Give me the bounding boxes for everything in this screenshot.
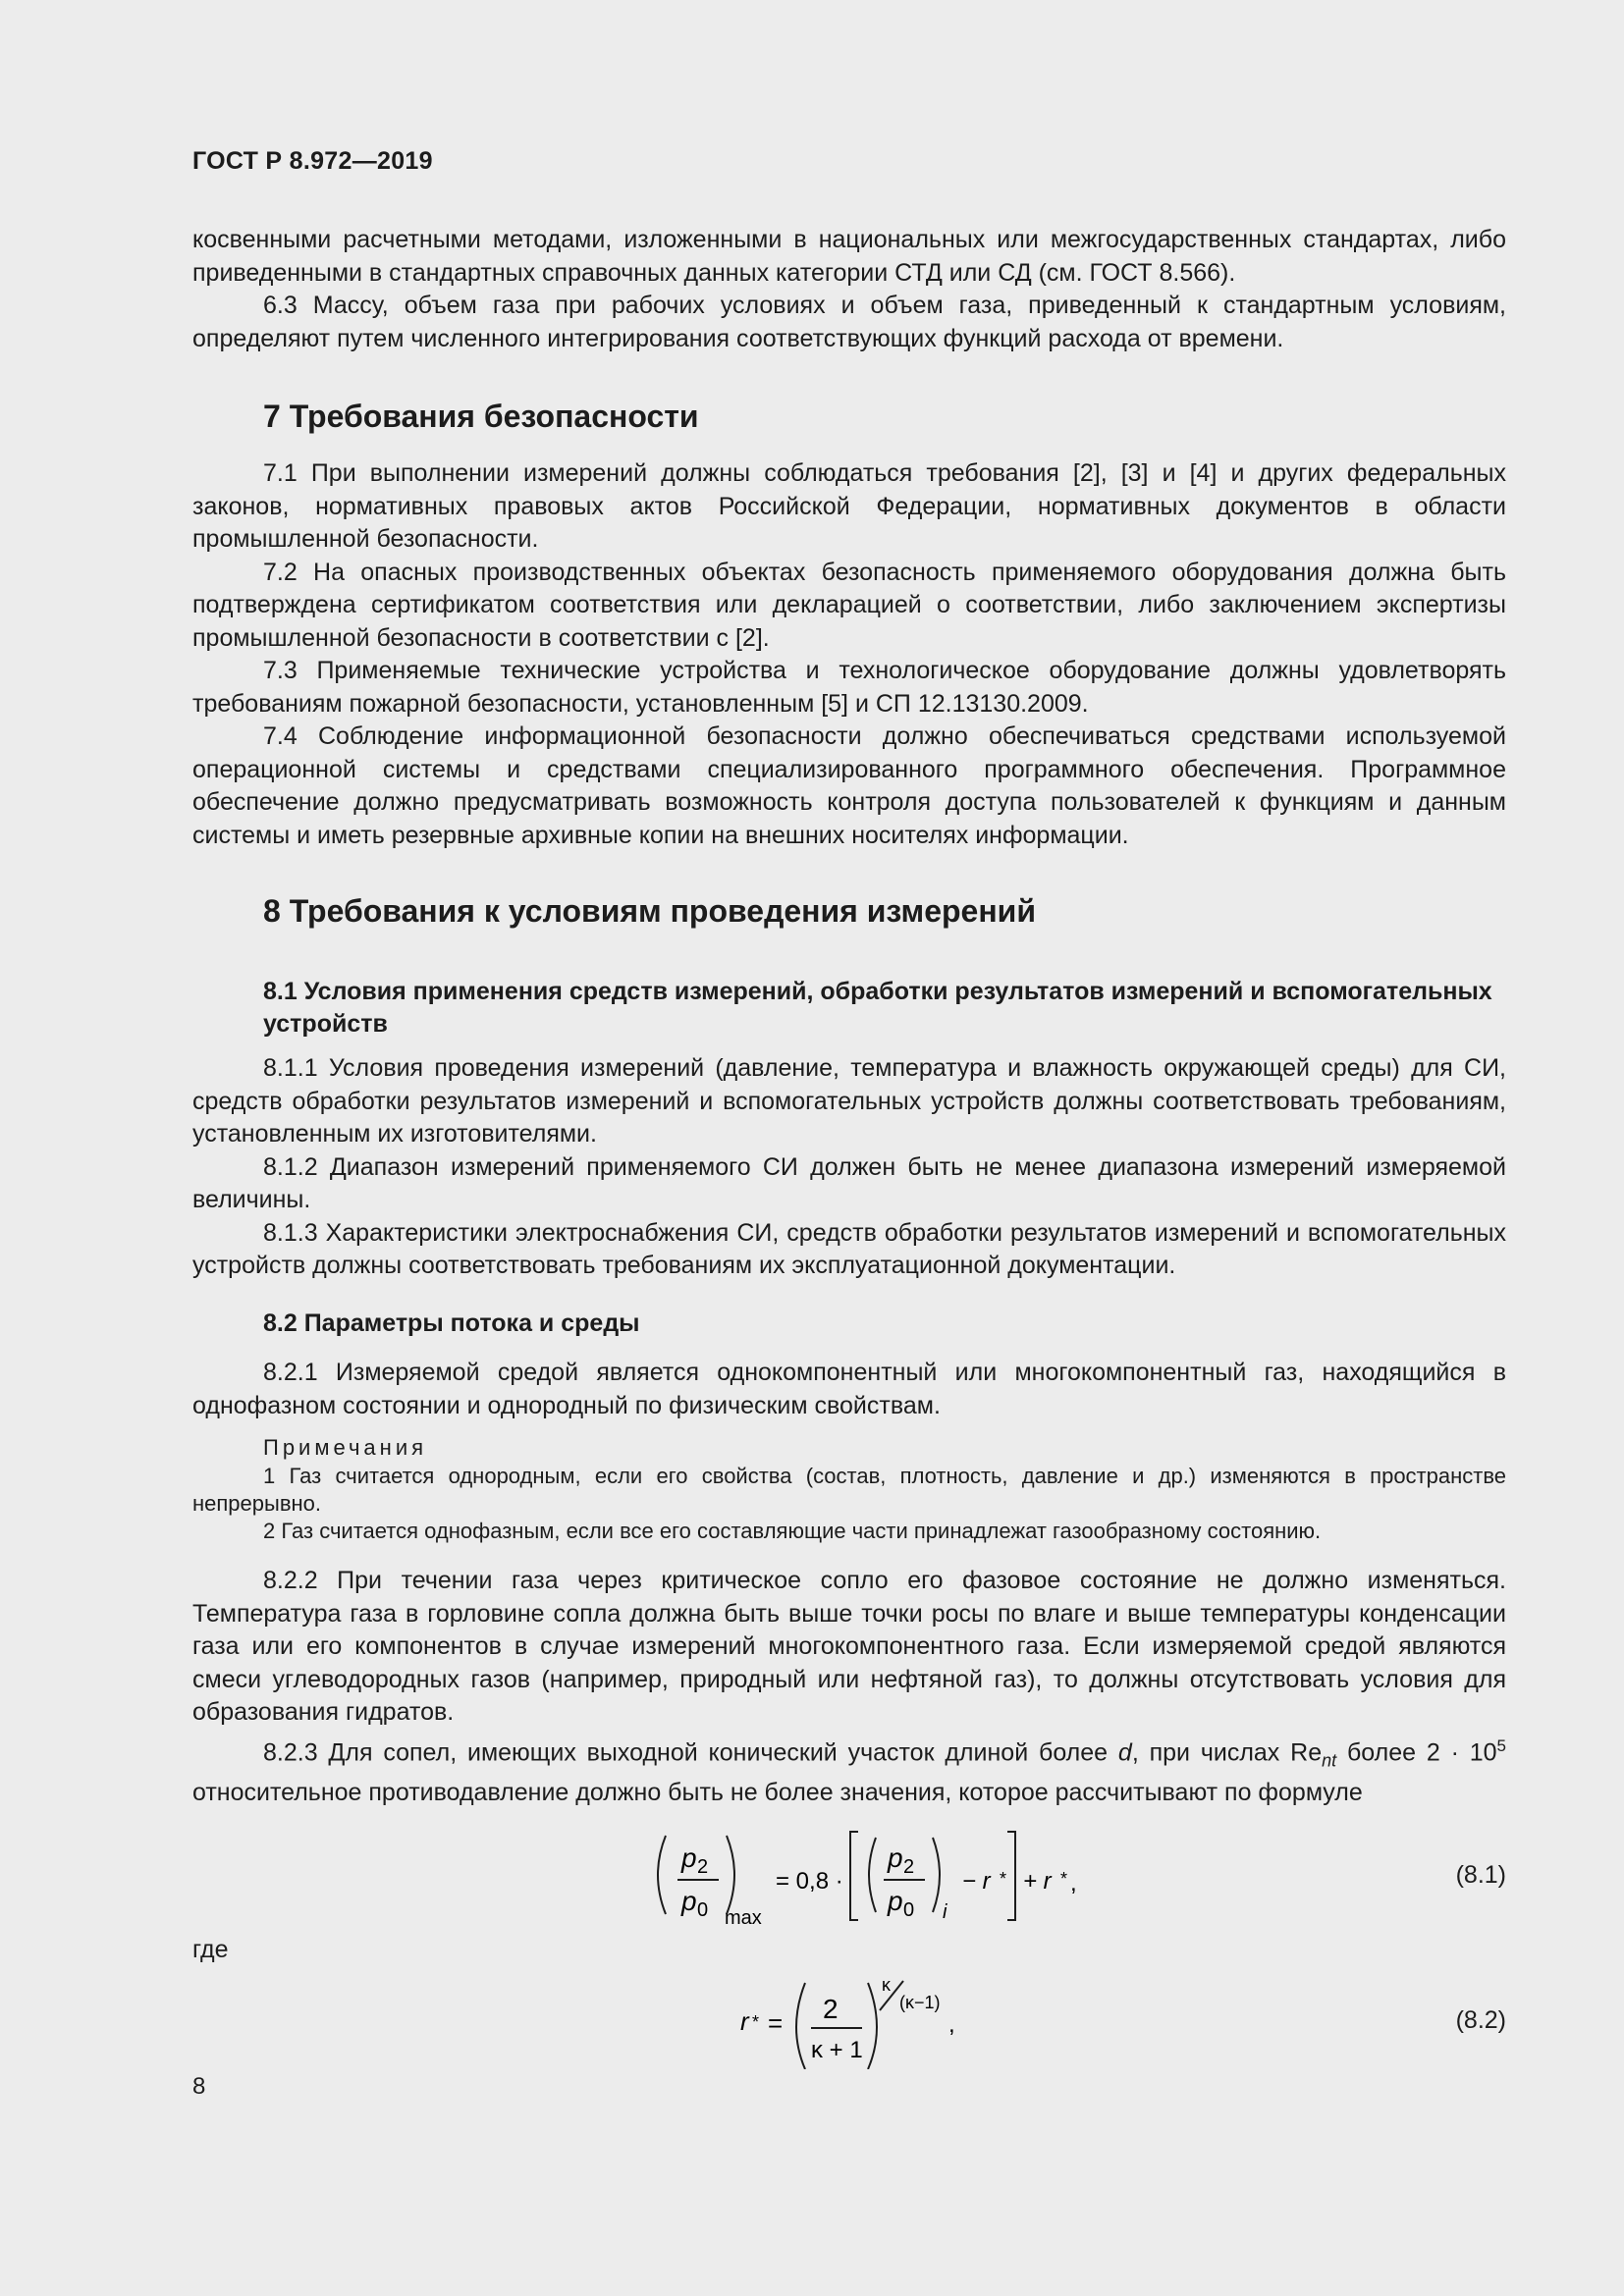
p0-subscript-inner: 0 bbox=[903, 1899, 915, 1921]
p2-numerator-inner: p bbox=[888, 1842, 903, 1873]
subsection-8-2-title: 8.2 Параметры потока и среды bbox=[263, 1309, 640, 1337]
text-run: более 2 · 10 bbox=[1336, 1737, 1497, 1766]
paragraph-6-3: 6.3 Массу, объем газа при рабочих условиях и объем газа, приведенный к стандартным условиям, определяют путем численного интегрирования соответствующих функций расхода от времени. bbox=[192, 292, 1506, 352]
paragraph-8-1-3: 8.1.3 Характеристики электроснабжения СИ, средств обработки результатов измерений и вспомогательных устройств должны соответствовать требованиям их эксплуатационной документации. bbox=[192, 1218, 1506, 1279]
numerator-2: 2 bbox=[823, 1994, 839, 2024]
comma: , bbox=[1070, 1870, 1077, 1896]
equation-number-8-2: (8.2) bbox=[1455, 2006, 1506, 2034]
star: * bbox=[752, 2012, 760, 2032]
star: * bbox=[1060, 1869, 1068, 1889]
exponent-denominator: (κ−1) bbox=[899, 1993, 941, 2012]
section-8-title: 8 Требования к условиям проведения измерений bbox=[263, 893, 1036, 929]
subsection-8-1-body bbox=[192, 1052, 1506, 1283]
left-bracket bbox=[850, 1832, 858, 1920]
i-subscript: i bbox=[943, 1901, 947, 1923]
paragraph-8-1-1: 8.1.1 Условия проведения измерений (давление, температура и влажность окружающей среды) для СИ, средств обработки результатов измерений и вспомогательных устройств должны соответствовать требованиям, установленным их изготовителями. bbox=[192, 1054, 1506, 1148]
p2-subscript: 2 bbox=[697, 1856, 709, 1878]
left-paren bbox=[658, 1836, 666, 1914]
notes-block bbox=[192, 1433, 1506, 1545]
denominator: κ + 1 bbox=[811, 2037, 863, 2063]
section-8 bbox=[192, 891, 1506, 931]
subscript-nt: nt bbox=[1322, 1749, 1337, 1770]
formula-8-2 bbox=[736, 1971, 972, 2069]
right-paren bbox=[727, 1836, 734, 1914]
section-7 bbox=[192, 397, 1506, 436]
paragraph-8-2-2-block bbox=[192, 1565, 1506, 1810]
notes-title: Примечания bbox=[263, 1435, 428, 1460]
p0-denominator: p bbox=[681, 1886, 697, 1916]
paragraph-7-4: 7.4 Соблюдение информационной безопасности должно обеспечиваться средствами используемой операционной системы и средствами специализированного программного обеспечения. Программное обеспечение должно предусматривать возможность контроля доступа пользователей к функциям и данным системы и иметь резервные архивные копии на внешних носителях информации. bbox=[192, 722, 1506, 849]
top-text bbox=[192, 224, 1506, 355]
paragraph-7-2: 7.2 На опасных производственных объектах безопасность применяемого оборудования должна быть подтверждена сертификатом соответствия или декларацией о соответствии, либо заключением экспертизы промышленной безопасности в соответствии с [2]. bbox=[192, 558, 1506, 652]
paragraph-7-3: 7.3 Применяемые технические устройства и технологическое оборудование должны удовлетворять требованиям пожарной безопасности, установленным [5] и СП 12.13130.2009. bbox=[192, 657, 1506, 718]
note-2: 2 Газ считается однофазным, если все его составляющие части принадлежат газообразному состоянию. bbox=[263, 1519, 1322, 1543]
exponent-kappa: κ bbox=[882, 1975, 891, 1995]
note-1: 1 Газ считается однородным, если его свойства (состав, плотность, давление и др.) изменяются в пространстве непрерывно. bbox=[192, 1464, 1506, 1516]
subsection-8-1 bbox=[192, 976, 1506, 1041]
subsection-8-2-body bbox=[192, 1357, 1506, 1422]
inner-left-paren bbox=[869, 1838, 876, 1912]
left-paren bbox=[796, 1983, 805, 2069]
paragraph-8-2-1: 8.2.1 Измеряемой средой является однокомпонентный или многокомпонентный газ, находящийся в однофазном состоянии и однородный по физическим свойствам. bbox=[192, 1359, 1506, 1419]
max-subscript: max bbox=[725, 1907, 762, 1929]
paragraph-8-2-3 bbox=[192, 1730, 1506, 1810]
paragraph: косвенными расчетными методами, изложенными в национальных или межгосударственных стандартах, либо приведенными в стандартных справочных данных категории СТД или СД (см. ГОСТ 8.566). bbox=[192, 226, 1506, 287]
r-star: r bbox=[740, 2006, 749, 2036]
standard-code: ГОСТ Р 8.972—2019 bbox=[192, 147, 433, 175]
formula-8-1 bbox=[648, 1826, 1080, 1934]
paragraph-8-2-2: 8.2.2 При течении газа через критическое сопло его фазовое состояние не должно изменяться. Температура газа в горловине сопла должна быть выше точки росы по влаге и выше температуры конденсации газа или его компонентов в случае измерений многокомпонентного газа. Если измеряемой средой являются смеси углеводородных газов (например, природный или нефтяной газ), то должны отсутствовать условия для образования гидратов. bbox=[192, 1567, 1506, 1726]
section-7-body bbox=[192, 457, 1506, 852]
subsection-8-1-title: 8.1 Условия применения средств измерений, обработки результатов измерений и вспомогательных устройств bbox=[263, 978, 1492, 1038]
star: * bbox=[1000, 1869, 1007, 1889]
comma: , bbox=[948, 2011, 955, 2038]
subsection-8-2 bbox=[192, 1308, 1506, 1340]
superscript-5: 5 bbox=[1496, 1735, 1507, 1755]
right-paren bbox=[868, 1983, 877, 2069]
inner-right-paren bbox=[933, 1838, 940, 1912]
paragraph-7-1: 7.1 При выполнении измерений должны соблюдаться требования [2], [3] и [4] и других федеральных законов, нормативных правовых актов Российской Федерации, нормативных документов в области промышленной безопасности. bbox=[192, 459, 1506, 553]
right-bracket bbox=[1007, 1832, 1015, 1920]
variable-d: d bbox=[1117, 1737, 1132, 1766]
equals: = bbox=[768, 2008, 784, 2038]
p0-subscript: 0 bbox=[697, 1899, 709, 1921]
text-run: , при числах Re bbox=[1131, 1737, 1323, 1766]
p0-denominator-inner: p bbox=[888, 1886, 903, 1916]
p2-numerator: p bbox=[681, 1842, 697, 1873]
equation-number-8-1: (8.1) bbox=[1455, 1861, 1506, 1889]
coefficient: = 0,8 · bbox=[776, 1868, 843, 1895]
paragraph-8-1-2: 8.1.2 Диапазон измерений применяемого СИ должен быть не менее диапазона измерений измеряемой величины. bbox=[192, 1152, 1506, 1213]
text-run: 8.2.3 Для сопел, имеющих выходной конический участок длиной более bbox=[263, 1737, 1118, 1766]
page-number: 8 bbox=[192, 2073, 206, 2100]
minus-r-star: − r bbox=[962, 1868, 991, 1895]
plus-r-star: + r bbox=[1023, 1868, 1052, 1895]
section-7-title: 7 Требования безопасности bbox=[263, 399, 699, 434]
p2-subscript-inner: 2 bbox=[903, 1856, 915, 1878]
where-label: где bbox=[192, 1936, 229, 1963]
text-run: относительное противодавление должно быть не более значения, которое рассчитывают по формуле bbox=[192, 1779, 1363, 1807]
